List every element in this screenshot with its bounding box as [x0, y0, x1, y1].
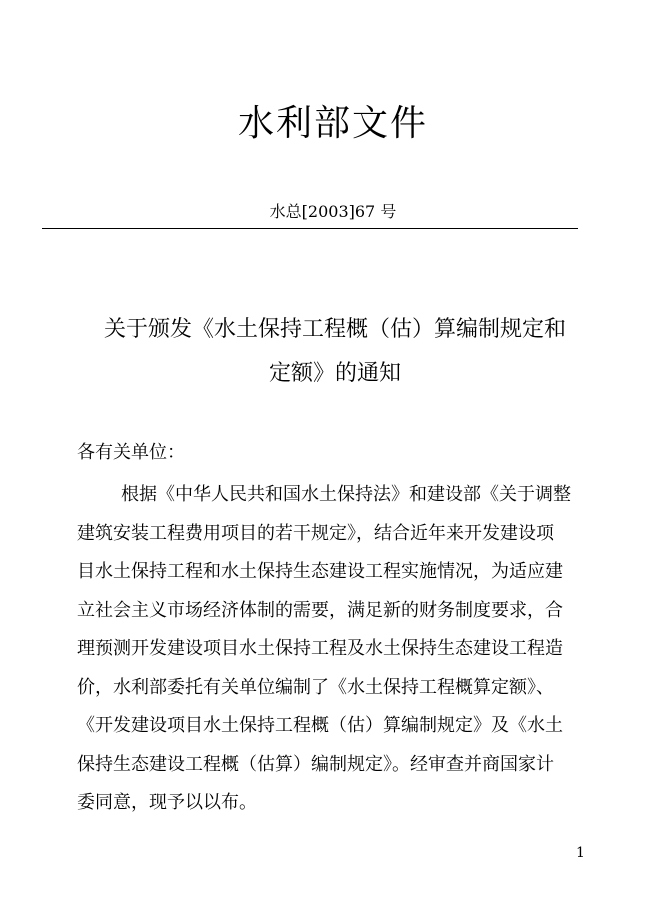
notice-title-line-1: 关于颁发《水土保持工程概（估）算编制规定和	[103, 317, 566, 342]
document-header-title: 水利部文件	[237, 103, 428, 144]
body-line: 立社会主义市场经济体制的需要，满足新的财务制度要求，合	[77, 599, 563, 621]
notice-title	[70, 308, 600, 396]
body-line: 价，水利部委托有关单位编制了《水土保持工程概算定额》、	[77, 676, 554, 698]
salutation: 各有关单位：	[77, 442, 185, 463]
page-number: 1	[576, 845, 585, 861]
body-line: 目水土保持工程和水土保持生态建设工程实施情况，为适应建	[77, 561, 563, 582]
header-divider	[42, 228, 578, 229]
body-line: 保持生态建设工程概（估算）编制规定》。经审查并商国家计	[77, 753, 554, 775]
body-line: 理预测开发建设项目水土保持工程及水土保持生态建设工程造	[77, 638, 563, 659]
notice-title-line-2: 定额》的通知	[268, 361, 401, 386]
document-number: 水总[2003]67 号	[269, 202, 397, 221]
body-line: 《开发建设项目水土保持工程概（估）算编制规定》及《水土	[77, 715, 563, 736]
body-paragraph	[77, 476, 601, 823]
body-line: 根据《中华人民共和国水土保持法》和建设部《关于调整	[121, 484, 571, 505]
body-line: 建筑安装工程费用项目的若干规定》，结合近年来开发建设项	[77, 522, 554, 544]
body-line: 委同意，现予以以布。	[77, 792, 257, 813]
